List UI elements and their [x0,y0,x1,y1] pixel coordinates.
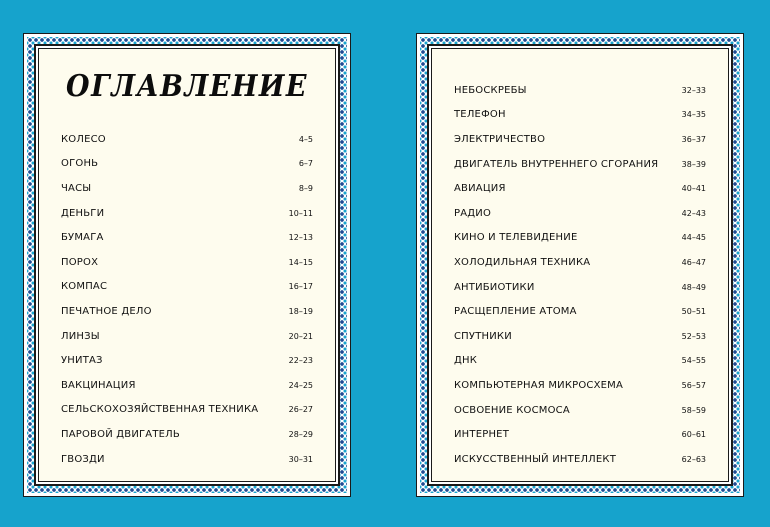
toc-entry-title: ЭЛЕКТРИЧЕСТВО [454,133,546,145]
toc-entry-pages: 56–57 [681,380,706,390]
toc-entry-title: СПУТНИКИ [454,330,512,342]
toc-entry-title: ТЕЛЕФОН [454,109,506,121]
toc-list-left [61,127,313,471]
toc-entry-pages: 34–35 [681,110,706,120]
toc-entry-title: ДВИГАТЕЛЬ ВНУТРЕННЕГО СГОРАНИЯ [454,158,659,170]
toc-entry-title: ВАКЦИНАЦИЯ [61,379,136,391]
toc-entry[interactable] [454,324,706,349]
toc-entry-title: КОЛЕСО [61,133,106,145]
toc-entry[interactable] [454,226,706,251]
toc-entry[interactable] [454,275,706,300]
right-page [416,33,744,497]
toc-entry-pages: 28–29 [288,429,313,439]
toc-entry-pages: 20–21 [288,331,313,341]
toc-entry-pages: 22–23 [288,356,313,366]
toc-entry-title: ОСВОЕНИЕ КОСМОСА [454,404,570,416]
toc-entry-pages: 62–63 [681,454,706,464]
decorative-border [27,37,347,493]
toc-entry-pages: 48–49 [681,282,706,292]
toc-entry[interactable] [61,324,313,349]
toc-entry-pages: 10–11 [288,208,313,218]
toc-entry[interactable] [454,373,706,398]
toc-entry[interactable] [454,152,706,177]
toc-entry-title: СЕЛЬСКОХОЗЯЙСТВЕННАЯ ТЕХНИКА [61,404,259,416]
decorative-border [420,37,740,493]
toc-entry-title: КИНО И ТЕЛЕВИДЕНИЕ [454,232,578,244]
toc-entry[interactable] [61,275,313,300]
toc-entry-pages: 16–17 [288,282,313,292]
toc-entry[interactable] [454,447,706,472]
toc-entry[interactable] [61,373,313,398]
toc-entry-pages: 36–37 [681,134,706,144]
toc-entry-title: ИСКУССТВЕННЫЙ ИНТЕЛЛЕКТ [454,453,617,465]
toc-entry[interactable] [454,176,706,201]
toc-entry-pages: 54–55 [681,356,706,366]
toc-entry[interactable] [454,398,706,423]
toc-entry-pages: 50–51 [681,307,706,317]
toc-entry-pages: 8–9 [298,183,313,193]
toc-entry-title: АНТИБИОТИКИ [454,281,535,293]
toc-entry-title: ХОЛОДИЛЬНАЯ ТЕХНИКА [454,256,591,268]
toc-entry[interactable] [61,398,313,423]
toc-entry-title: ИНТЕРНЕТ [454,429,510,441]
toc-entry-title: БУМАГА [61,232,104,244]
toc-entry-title: УНИТАЗ [61,355,103,367]
toc-entry-pages: 38–39 [681,159,706,169]
toc-entry-pages: 4–5 [298,134,313,144]
toc-entry[interactable] [61,299,313,324]
inner-frame [427,44,733,486]
toc-entry-title: ЧАСЫ [61,182,92,194]
toc-entry-title: НЕБОСКРЕБЫ [454,84,527,96]
toc-entry-title: РАСЩЕПЛЕНИЕ АТОМА [454,306,577,318]
toc-entry-title: АВИАЦИЯ [454,183,506,195]
toc-entry[interactable] [61,250,313,275]
toc-entry[interactable] [454,127,706,152]
inner-frame [34,44,340,486]
toc-list-right [454,78,706,472]
toc-entry-pages: 26–27 [288,405,313,415]
toc-entry-pages: 46–47 [681,257,706,267]
toc-entry-pages: 44–45 [681,233,706,243]
toc-entry-pages: 58–59 [681,405,706,415]
toc-entry-title: ЛИНЗЫ [61,330,100,342]
left-page-content [38,48,336,482]
toc-entry-title: ОГОНЬ [61,158,99,170]
toc-entry[interactable] [454,349,706,374]
toc-entry-pages: 14–15 [288,257,313,267]
toc-entry-pages: 32–33 [681,85,706,95]
toc-entry[interactable] [61,176,313,201]
toc-entry-title: РАДИО [454,207,492,219]
toc-entry[interactable] [454,78,706,103]
left-page [23,33,351,497]
toc-entry[interactable] [61,152,313,177]
toc-entry-pages: 60–61 [681,430,706,440]
toc-entry[interactable] [454,422,706,447]
toc-entry[interactable] [454,299,706,324]
toc-entry-title: ПОРОХ [61,256,99,268]
toc-entry[interactable] [61,348,313,373]
toc-entry-title: ДНК [454,355,478,367]
toc-entry[interactable] [61,422,313,447]
toc-entry[interactable] [61,225,313,250]
toc-entry-title: КОМПЬЮТЕРНАЯ МИКРОСХЕМА [454,379,624,391]
toc-entry[interactable] [454,201,706,226]
toc-entry-pages: 6–7 [298,159,313,169]
toc-entry-pages: 42–43 [681,208,706,218]
toc-entry-pages: 30–31 [288,454,313,464]
toc-entry[interactable] [61,127,313,152]
toc-entry-title: КОМПАС [61,281,108,293]
toc-entry-pages: 24–25 [288,380,313,390]
toc-entry-pages: 18–19 [288,306,313,316]
toc-entry-pages: 40–41 [681,184,706,194]
toc-entry[interactable] [454,103,706,128]
toc-entry[interactable] [61,447,313,472]
toc-entry[interactable] [61,201,313,226]
toc-entry-pages: 12–13 [288,233,313,243]
toc-entry-pages: 52–53 [681,331,706,341]
right-page-content [431,48,729,482]
toc-entry-title: ПЕЧАТНОЕ ДЕЛО [61,305,152,317]
toc-entry-title: ДЕНЬГИ [61,207,105,219]
page-title: ОГЛАВЛЕНИЕ [66,69,308,104]
toc-entry[interactable] [454,250,706,275]
toc-entry-title: ГВОЗДИ [61,453,105,465]
toc-entry-title: ПАРОВОЙ ДВИГАТЕЛЬ [61,428,180,440]
